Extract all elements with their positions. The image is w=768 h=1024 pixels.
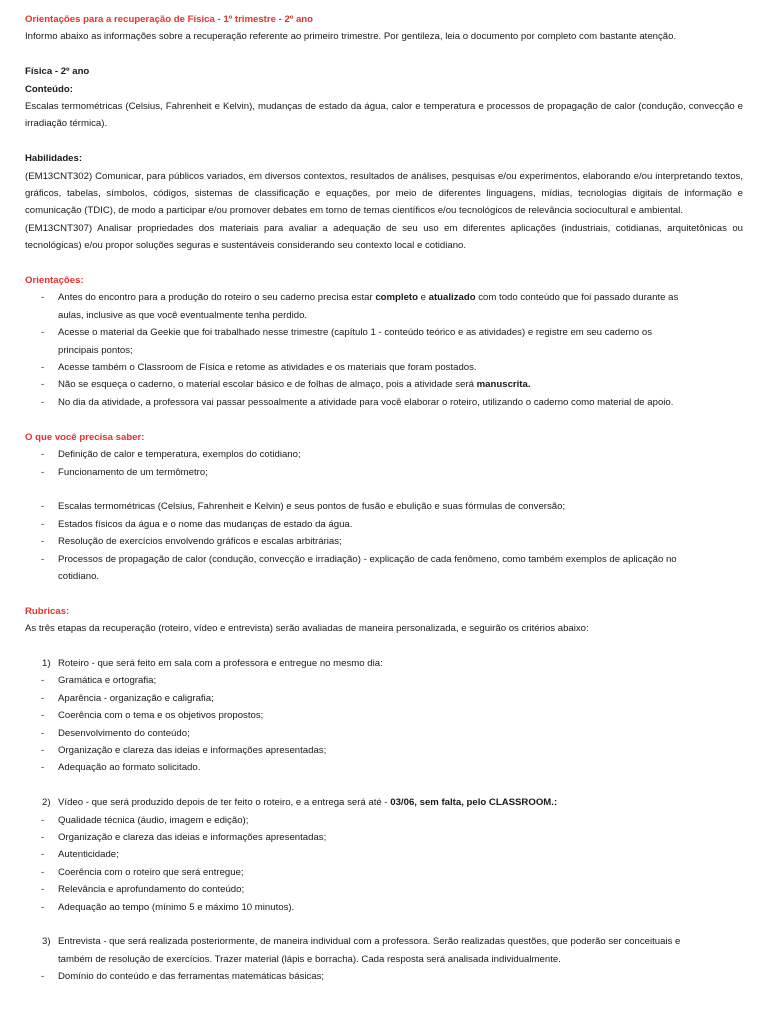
list-item: - Adequação ao formato solicitado. [25, 759, 743, 776]
skills-title: Habilidades: [25, 153, 83, 165]
rubric-step-2 [25, 794, 743, 811]
intro-text: Informo abaixo as informações sobre a recuperação referente ao primeiro trimestre. Por gentileza, leia o documento por completo com bastante atenção. [25, 31, 677, 43]
list-item: - Autenticidade; [25, 846, 743, 863]
rubric-step-1 [25, 655, 743, 672]
knowledge-title: O que você precisa saber: [25, 431, 145, 443]
list-item: - Acesse também o Classroom de Física e retome as atividades e os materiais que foram postados. [25, 359, 743, 376]
list-item: - Acesse o material da Geekie que foi trabalhado nesse trimestre (capítulo 1 - conteúdo teórico e as atividades) e registre em seu caderno os principais pontos; [25, 324, 743, 359]
list-item: - Coerência com o roteiro que será entregue; [25, 864, 743, 881]
skill-item: (EM13CNT307) Analisar propriedades dos materiais para avaliar a adequação de seu uso em diferentes aplicações (industriais, cotidianas, arquitetônicas ou tecnológicas) e/ou propor soluções seguras e sustentáveis considerando seu contexto local e cotidiano. [25, 222, 743, 252]
list-item: - Organização e clareza das ideias e informações apresentadas; [25, 829, 743, 846]
list-item: - No dia da atividade, a professora vai passar pessoalmente a atividade para você elaborar o roteiro, utilizando o caderno como material de apoio. [25, 394, 743, 411]
step-text: Vídeo - que será produzido depois de ter feito o roteiro, e a entrega será até - [58, 797, 391, 809]
subject-title: Física - 2º ano [25, 66, 90, 78]
content-text: Escalas termométricas (Celsius, Fahrenheit e Kelvin), mudanças de estado da água, calor e temperatura e processos de propagação de calor (condução, convecção e irradiação térmica). [25, 101, 743, 130]
deadline-text: 03/06, sem falta, pelo CLASSROOM.: [390, 797, 558, 809]
rubric-step-2-criteria [25, 812, 743, 916]
skill-item: (EM13CNT302) Comunicar, para públicos variados, em diversos contextos, resultados de análises, pesquisas e/ou experimentos, elaborando e/ou interpretando textos, gráficos, tabelas, símbolos, códigos, sistemas de classificação e equações, por meio de diferentes linguagens, mídias, tecnologias digitais de informação e comunicação (TDIC), de modo a participar e/ou promover debates em torno de temas científicos e/ou tecnológicos de relevância sociocultural e ambiental. [25, 170, 743, 217]
step-text: Entrevista - que será realizada posteriormente, de maneira individual com a professora. Serão realizadas questões, que poderão ser conceituais e também de resolução de exercícios. Trazer material (lápis e borracha). Cada resposta será analisada individualmente. [58, 936, 681, 965]
list-item: - Escalas termométricas (Celsius, Fahrenheit e Kelvin) e seus pontos de fusão e ebulição e suas fórmulas de conversão; [25, 498, 743, 515]
rubric-step-1-criteria [25, 672, 743, 776]
step-number: 1) [42, 657, 51, 669]
step-number: 2) [42, 797, 51, 809]
list-item: - Aparência - organização e caligrafia; [25, 690, 743, 707]
guidelines-list [25, 289, 743, 411]
content-label: Conteúdo: [25, 83, 73, 95]
rubrics-intro: As três etapas da recuperação (roteiro, vídeo e entrevista) serão avaliadas de maneira personalizada, e seguirão os critérios abaixo: [25, 623, 589, 635]
list-item: - Qualidade técnica (áudio, imagem e edição); [25, 812, 743, 829]
step-number: 3) [42, 936, 51, 948]
rubric-step-3-criteria [25, 968, 743, 985]
list-item: - Organização e clareza das ideias e informações apresentadas; [25, 742, 743, 759]
list-item: - Não se esqueça o caderno, o material escolar básico e de folhas de almaço, pois a atividade será manuscrita. [25, 376, 743, 393]
list-item: - Desenvolvimento do conteúdo; [25, 725, 743, 742]
document-title: Orientações para a recuperação de Física - 1º trimestre - 2º ano [25, 14, 314, 25]
list-item: - Resolução de exercícios envolvendo gráficos e escalas arbitrárias; [25, 533, 743, 550]
rubric-step-3 [25, 933, 743, 968]
list-item: - Estados físicos da água e o nome das mudanças de estado da água. [25, 516, 743, 533]
knowledge-list-1 [25, 446, 743, 481]
list-item: - Definição de calor e temperatura, exemplos do cotidiano; [25, 446, 743, 463]
guidelines-title: Orientações: [25, 275, 84, 287]
knowledge-list-2 [25, 498, 743, 585]
list-item: - Adequação ao tempo (mínimo 5 e máximo 10 minutos). [25, 899, 743, 916]
rubrics-title: Rubricas: [25, 605, 70, 617]
list-item: - Funcionamento de um termômetro; [25, 464, 743, 481]
list-item: - Coerência com o tema e os objetivos propostos; [25, 707, 743, 724]
list-item: - Domínio do conteúdo e das ferramentas matemáticas básicas; [25, 968, 743, 985]
list-item: - Processos de propagação de calor (condução, convecção e irradiação) - explicação de cada fenômeno, como também exemplos de aplicação no cotidiano. [25, 551, 743, 586]
step-text: Roteiro - que será feito em sala com a professora e entregue no mesmo dia: [58, 657, 383, 669]
list-item: - Relevância e aprofundamento do conteúdo; [25, 881, 743, 898]
list-item: - Gramática e ortografia; [25, 672, 743, 689]
list-item: - Antes do encontro para a produção do roteiro o seu caderno precisa estar completo e atualizado com todo conteúdo que foi passado durante as aulas, inclusive as que você eventualmente tenha perdido. [25, 289, 743, 324]
